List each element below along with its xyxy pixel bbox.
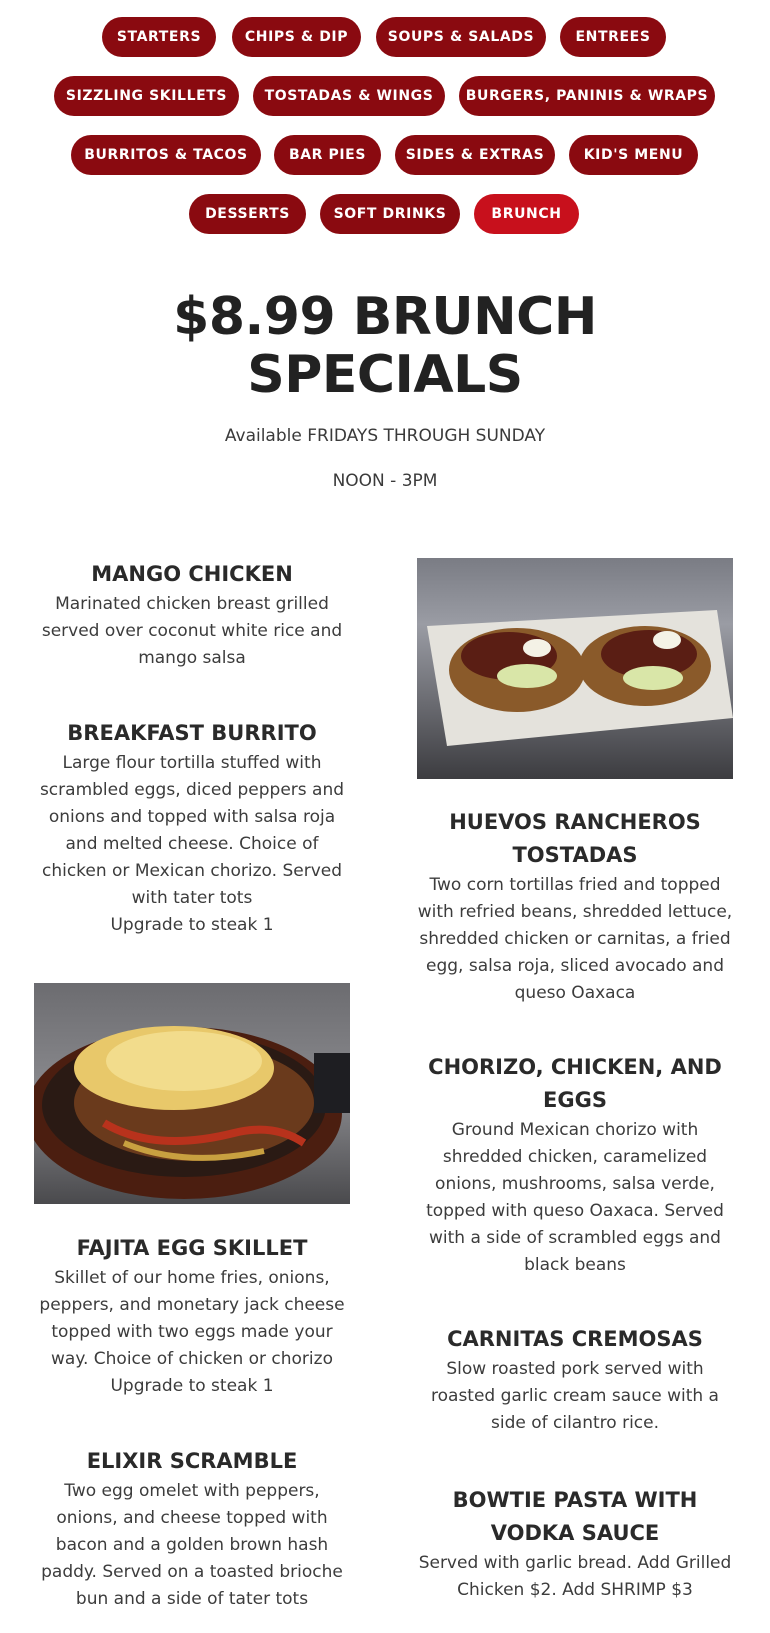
item-description: Large flour tortilla stuffed with scrambled eggs, diced peppers and onions and topped with salsa roja and melted cheese. Choice of chicken or Mexican chorizo. Served with tater tots — [39, 753, 345, 908]
menu-item-breakfast-burrito — [34, 717, 350, 939]
availability-text: Available FRIDAYS THROUGH SUNDAY — [224, 426, 546, 446]
hours-text: NOON - 3PM — [332, 471, 438, 491]
nav-chips-dip[interactable]: CHIPS & DIP — [232, 17, 361, 57]
item-description: Marinated chicken breast grilled served over coconut white rice and mango salsa — [41, 594, 343, 668]
nav-entrees[interactable]: ENTREES — [560, 17, 666, 57]
nav-tostadas-wings[interactable]: TOSTADAS & WINGS — [253, 76, 445, 116]
item-description: Two egg omelet with peppers, onions, and cheese topped with bacon and a golden brown hash paddy. Served on a toasted brioche bun and a side of tater tots — [41, 1481, 343, 1609]
nav-starters[interactable]: STARTERS — [102, 17, 216, 57]
item-name: BOWTIE PASTA WITH VODKA SAUCE — [452, 1488, 698, 1545]
nav-soups-salads[interactable]: SOUPS & SALADS — [376, 17, 546, 57]
fajita-skillet-photo — [34, 983, 350, 1204]
item-name: ELIXIR SCRAMBLE — [86, 1449, 298, 1473]
nav-desserts[interactable]: DESSERTS — [189, 194, 306, 234]
menu-item-chorizo-chicken-eggs — [417, 1051, 733, 1279]
page-title-line1: $8.99 BRUNCH — [173, 287, 597, 347]
nav-bar-pies[interactable]: BAR PIES — [274, 135, 381, 175]
item-description: Skillet of our home fries, onions, peppers, and monetary jack cheese topped with two eggs made your way. Choice of chicken or chorizo — [39, 1268, 345, 1369]
item-name: BREAKFAST BURRITO — [67, 721, 317, 745]
menu-item-carnitas-cremosas — [417, 1323, 733, 1437]
item-name: HUEVOS RANCHEROS TOSTADAS — [449, 810, 701, 867]
item-description: Ground Mexican chorizo with shredded chicken, caramelized onions, mushrooms, salsa verde, topped with queso Oaxaca. Served with a side of scrambled eggs and black beans — [426, 1120, 724, 1275]
item-description: Slow roasted pork served with roasted garlic cream sauce with a side of cilantro rice. — [431, 1359, 719, 1433]
menu-item-huevos-rancheros-tostadas — [417, 806, 733, 1007]
nav-soft-drinks[interactable]: SOFT DRINKS — [320, 194, 460, 234]
menu-item-fajita-egg-skillet — [34, 1232, 350, 1400]
menu-item-mango-chicken — [34, 558, 350, 672]
page-title-line2: SPECIALS — [247, 345, 523, 405]
item-upgrade: Upgrade to steak 1 — [110, 1376, 274, 1396]
nav-kids-menu[interactable]: KID'S MENU — [569, 135, 698, 175]
category-nav — [0, 0, 770, 240]
menu-item-bowtie-pasta — [417, 1484, 733, 1604]
item-description: Two corn tortillas fried and topped with refried beans, shredded lettuce, shredded chicken or carnitas, a fried egg, salsa roja, sliced avocado and queso Oaxaca — [417, 875, 733, 1003]
item-name: CARNITAS CREMOSAS — [447, 1327, 703, 1351]
menu-item-elixir-scramble — [34, 1445, 350, 1613]
huevos-rancheros-photo — [417, 558, 733, 779]
item-name: CHORIZO, CHICKEN, AND EGGS — [428, 1055, 722, 1112]
nav-brunch[interactable]: BRUNCH — [474, 194, 579, 234]
item-upgrade: Upgrade to steak 1 — [110, 915, 274, 935]
nav-sizzling-skillets[interactable]: SIZZLING SKILLETS — [54, 76, 239, 116]
page-heading — [0, 288, 770, 404]
item-name: MANGO CHICKEN — [91, 562, 293, 586]
nav-sides-extras[interactable]: SIDES & EXTRAS — [395, 135, 555, 175]
nav-burritos-tacos[interactable]: BURRITOS & TACOS — [71, 135, 261, 175]
nav-burgers-paninis-wraps[interactable]: BURGERS, PANINIS & WRAPS — [459, 76, 715, 116]
item-description: Served with garlic bread. Add Grilled Chicken $2. Add SHRIMP $3 — [418, 1553, 732, 1600]
item-name: FAJITA EGG SKILLET — [76, 1236, 308, 1260]
